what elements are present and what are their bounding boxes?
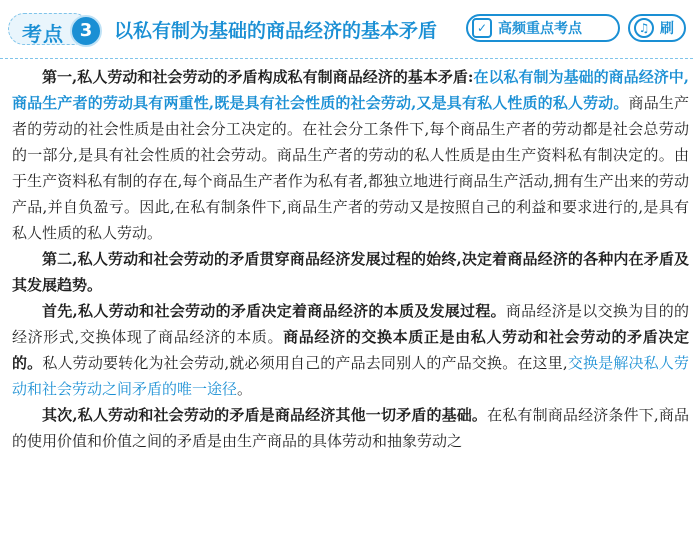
paragraph-3-bold: 商品经济的交换本质正是由私人劳动和社会劳动的矛盾决定的。: [12, 328, 689, 372]
paragraph-3-tail: 。: [237, 380, 253, 398]
paragraph-1-highlight: 在以私有制为基础的商品经济中,商品生产者的劳动具有两重性,既是具有社会性质的社会劳动,又是具有私人性质的私人劳动。: [12, 68, 689, 112]
paragraph-4-lead: 其次,私人劳动和社会劳动的矛盾是商品经济其他一切矛盾的基础。: [42, 406, 488, 424]
header-divider: [0, 58, 693, 59]
paragraph-2: [12, 246, 689, 298]
paragraph-3: [12, 298, 689, 402]
paragraph-4: [12, 402, 689, 454]
practice-badge-label: 刷: [660, 21, 674, 37]
paragraph-2-lead: 第二,私人劳动和社会劳动的矛盾贯穿商品经济发展过程的始终,决定着商品经济的各种内在矛盾及其发展趋势。: [12, 250, 689, 294]
headset-icon: ♫: [634, 18, 654, 38]
paragraph-3-highlight: 交换是解决私人劳动和社会劳动之间矛盾的唯一途径: [12, 354, 689, 398]
paragraph-3-body2: 私人劳动要转化为社会劳动,就必须用自己的产品去同别人的产品交换。在这里,: [42, 354, 568, 372]
paragraph-3-lead: 首先,私人劳动和社会劳动的矛盾决定着商品经济的本质及发展过程。: [42, 302, 506, 320]
high-frequency-badge-label: 高频重点考点: [498, 21, 582, 37]
paragraph-1-lead: 第一,私人劳动和社会劳动的矛盾构成私有制商品经济的基本矛盾:: [42, 68, 474, 86]
topic-number: 3: [70, 15, 102, 47]
paragraph-3-body1: 商品经济是以交换为目的的经济形式,交换体现了商品经济的本质。: [12, 302, 689, 346]
section-header: [0, 0, 693, 58]
high-frequency-badge: [466, 14, 620, 42]
practice-badge[interactable]: [628, 14, 686, 42]
article-body: [12, 64, 689, 454]
paragraph-1: [12, 64, 689, 246]
paragraph-4-body: 在私有制商品经济条件下,商品的使用价值和价值之间的矛盾是由生产商品的具体劳动和抽象劳动之: [12, 406, 689, 450]
topic-tag-label: 考点: [22, 22, 64, 46]
section-title: 以私有制为基础的商品经济的基本矛盾: [114, 20, 438, 42]
topic-tag: [8, 9, 100, 49]
paragraph-1-body: 商品生产者的劳动的社会性质是由社会分工决定的。在社会分工条件下,每个商品生产者的劳动都是社会总劳动的一部分,是具有社会性质的社会劳动。商品生产者的劳动的私人性质是由生产资料私有制决定的。由于生产资料私有制的存在,每个商品生产者作为私有者,都独立地进行商品生产活动,拥有生产出来的劳动产品,并自负盈亏。因此,在私有制条件下,商品生产者的劳动又是按照自己的利益和要求进行的,是具有私人性质的私人劳动。: [12, 94, 689, 242]
checklist-icon: ✓: [472, 18, 492, 38]
